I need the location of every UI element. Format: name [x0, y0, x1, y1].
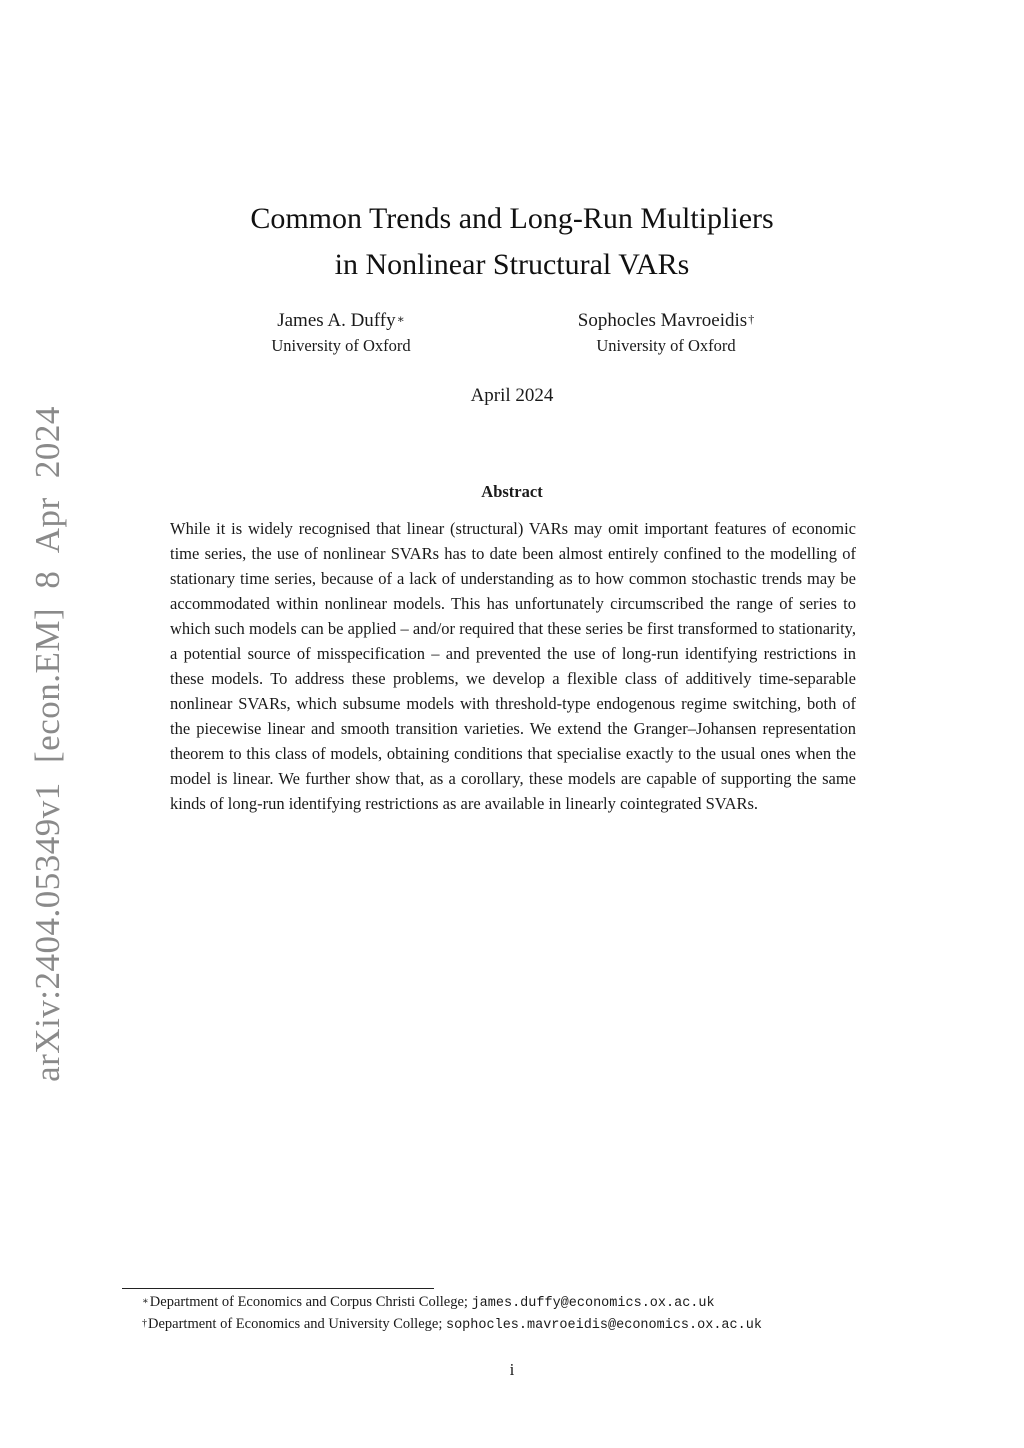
author-name-row [516, 308, 816, 334]
page-number: i [509, 1360, 515, 1379]
footnote-divider [122, 1288, 434, 1289]
paper-title-line-2: in Nonlinear Structural VARs [334, 248, 690, 281]
arxiv-identifier-stamp: arXiv:2404.05349v1 [econ.EM] 8 Apr 2024 [28, 406, 67, 1082]
footnote-marker: † [142, 1318, 147, 1329]
footnotes [142, 1292, 762, 1336]
author-name-row [191, 308, 491, 334]
paper-title [0, 196, 1024, 288]
author-footnote-marker[interactable]: † [748, 312, 755, 326]
footnote-text: Department of Economics and University College; [148, 1316, 446, 1332]
author-footnote-marker[interactable]: ∗ [396, 312, 405, 326]
author-block-duffy [191, 308, 491, 358]
footnote-text: Department of Economics and Corpus Christi College; [149, 1294, 472, 1310]
abstract-heading: Abstract [481, 482, 543, 501]
abstract-text: While it is widely recognised that linear (structural) VARs may omit important features of economic time series, the use of nonlinear SVARs has to date been almost entirely confined to the modelling of stationary time series, because of a lack of understanding as to how common stochastic trends may be accommodated within nonlinear models. This has unfortunately circumscribed the range of series to which such models can be applied – and/or required that these series be first transformed to stationarity, a potential source of misspecification – and prevented the use of long-run identifying restrictions in these models. To address these problems, we develop a flexible class of additively time-separable nonlinear SVARs, which subsume models with threshold-type endogenous regime switching, both of the piecewise linear and smooth transition varieties. We extend the Granger–Johansen representation theorem to this class of models, obtaining conditions that specialise exactly to the usual ones when the model is linear. We further show that, as a corollary, these models are capable of supporting the same kinds of long-run identifying restrictions as are available in linearly cointegrated SVARs. [170, 519, 856, 813]
footnote-duffy [142, 1292, 762, 1314]
author-block-mavroeidis [516, 308, 816, 358]
author-affiliation: University of Oxford [596, 336, 736, 355]
publication-date: April 2024 [470, 385, 554, 406]
author-affiliation: University of Oxford [271, 336, 411, 355]
footnote-email-link[interactable]: sophocles.mavroeidis@economics.ox.ac.uk [445, 1318, 762, 1333]
footnote-marker: ∗ [142, 1296, 149, 1307]
footnote-mavroeidis [142, 1314, 762, 1336]
author-name: James A. Duffy [277, 310, 396, 331]
footnote-email-link[interactable]: james.duffy@economics.ox.ac.uk [471, 1296, 715, 1311]
paper-title-line-1: Common Trends and Long-Run Multipliers [250, 202, 774, 235]
author-name: Sophocles Mavroeidis [577, 310, 748, 331]
